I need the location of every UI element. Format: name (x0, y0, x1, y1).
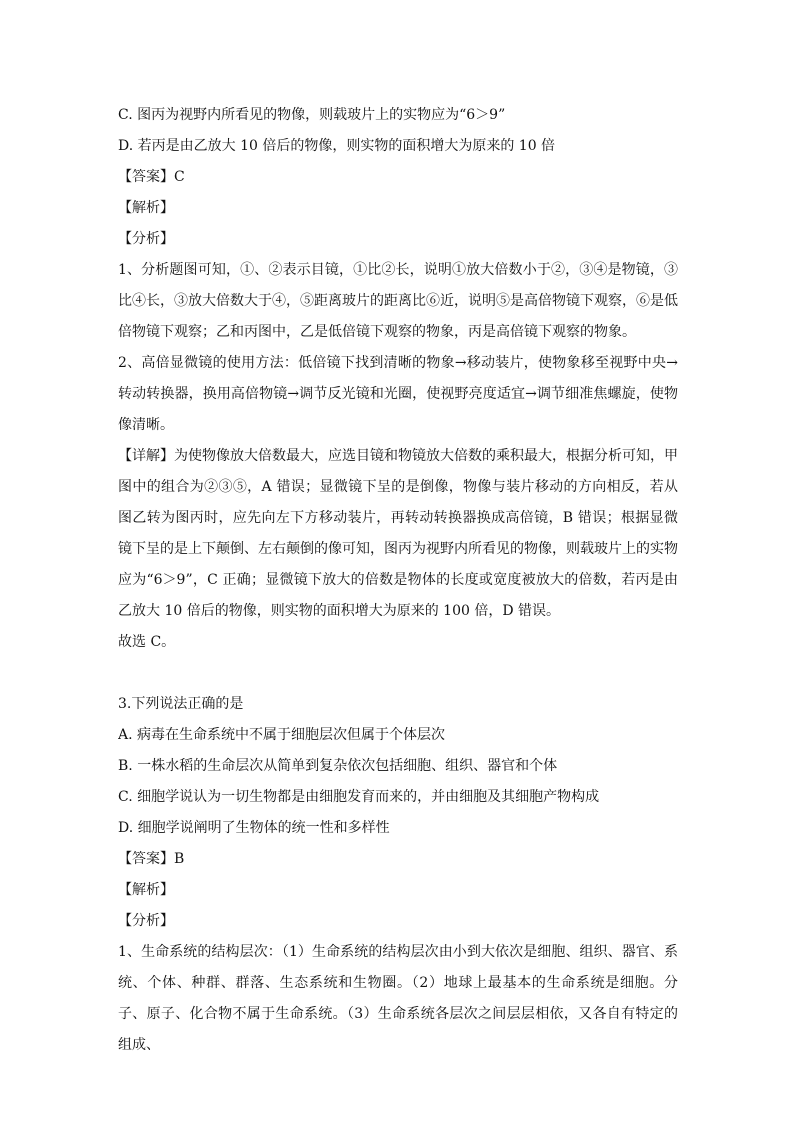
q2-explanation-heading: 【解析】 (118, 200, 174, 216)
q3-stem: 3.下列说法正确的是 (118, 696, 244, 712)
q2-option-d: D. 若丙是由乙放大 10 倍后的物像，则实物的面积增大为原来的 10 倍 (118, 138, 556, 154)
q3-option-b: B. 一株水稻的生命层次从简单到复杂依次包括细胞、组织、器官和个体 (118, 758, 558, 774)
q2-detail: 【详解】为使物像放大倍数最大，应选目镜和物镜放大倍数的乘积最大，根据分析可知，甲图中的组合为②③⑤，A 错误；显微镜下呈的是倒像，物像与装片移动的方向相反，若从图乙转为图丙时，应先向左下方移动装片，再转动转换器换成高倍镜，B 错误；根据显微镜下呈的是上下颠倒、左右颠倒的像可知，图丙为视野内所看见的物像，则载玻片上的实物应为“6＞9”，C 正确；显微镜下放大的倍数是物体的长度或宽度被放大的倍数，若丙是由乙放大 10 倍后的物像，则实物的面积增大为原来的 100 倍，D 错误。 (118, 448, 678, 619)
q2-conclusion: 故选 C。 (118, 634, 176, 650)
q3-option-d: D. 细胞学说阐明了生物体的统一性和多样性 (118, 820, 390, 836)
q3-answer: 【答案】B (118, 851, 185, 867)
q3-option-a: A. 病毒在生命系统中不属于细胞层次但属于个体层次 (118, 727, 446, 743)
q2-answer: 【答案】C (118, 169, 185, 185)
q2-option-c: C. 图丙为视野内所看见的物像，则载玻片上的实物应为“6＞9” (118, 107, 506, 123)
q3-explanation-heading: 【解析】 (118, 882, 174, 898)
section-gap (118, 658, 678, 689)
q2-analysis-point-2: 2、高倍显微镜的使用方法：低倍镜下找到清晰的物象→移动装片，使物象移至视野中央→转动转换器，换用高倍物镜→调节反光镜和光圈，使视野亮度适宜→调节细准焦螺旋，使物像清晰。 (118, 355, 678, 433)
q2-analysis-heading: 【分析】 (118, 231, 174, 247)
document-page (118, 100, 678, 1061)
q2-analysis-point-1: 1、分析题图可知，①、②表示目镜，①比②长，说明①放大倍数小于②，③④是物镜，③比④长，③放大倍数大于④，⑤距离玻片的距离比⑥近，说明⑤是高倍物镜下观察，⑥是低倍物镜下观察；乙和丙图中，乙是低倍镜下观察的物象，丙是高倍镜下观察的物象。 (118, 262, 678, 340)
q3-option-c: C. 细胞学说认为一切生物都是由细胞发育而来的，并由细胞及其细胞产物构成 (118, 789, 600, 805)
q3-analysis-point-1: 1、生命系统的结构层次：（1）生命系统的结构层次由小到大依次是细胞、组织、器官、系统、个体、种群、群落、生态系统和生物圈。（2）地球上最基本的生命系统是细胞。分子、原子、化合物不属于生命系统。（3）生命系统各层次之间层层相依，又各自有特定的组成、 (118, 944, 678, 1053)
q3-analysis-heading: 【分析】 (118, 913, 174, 929)
